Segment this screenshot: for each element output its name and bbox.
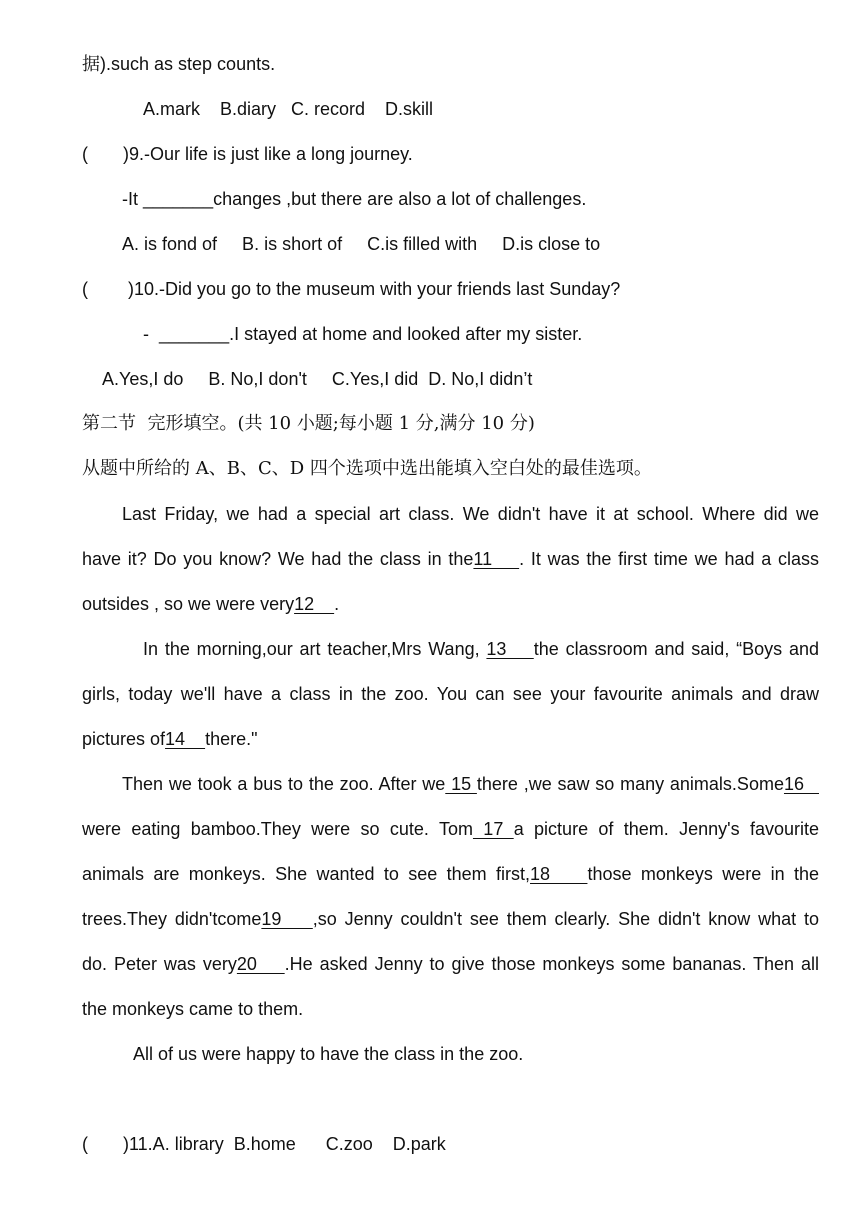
passage-p3-line2 <box>82 818 819 840</box>
blank-11: 11 <box>473 549 520 569</box>
passage-p3-line3 <box>82 863 819 885</box>
blank-19: 19 <box>261 909 313 929</box>
passage-p3-line6 <box>82 998 303 1020</box>
q11-answer-paren: ( ) <box>82 1134 129 1154</box>
passage-text: there." <box>205 729 258 749</box>
passage-text: ,so Jenny couldn't see them clearly. She didn't know what to <box>312 909 819 929</box>
blank-12: 12 <box>294 594 335 614</box>
q10-line2 <box>143 323 582 345</box>
blank-18: 18 <box>530 864 588 884</box>
q10-stem-text: 10.-Did you go to the museum with your friends last Sunday? <box>134 279 621 299</box>
passage-p1-line2 <box>82 548 819 570</box>
passage-p3-line1 <box>122 773 819 795</box>
q8-options <box>143 98 433 120</box>
q9-stem-text: 9.-Our life is just like a long journey. <box>129 144 413 164</box>
q11 <box>82 1133 446 1155</box>
passage-text: do. Peter was very <box>82 954 237 974</box>
q9-line2-pre: -It <box>122 189 143 209</box>
blank-17: 17 <box>472 819 514 839</box>
section-instruction <box>82 458 652 480</box>
q10-answer-paren: ( ) <box>82 279 134 299</box>
passage-text: . It was the first time we had a class <box>519 549 819 569</box>
q11-text: 11.A. library B.home C.zoo D.park <box>129 1134 446 1154</box>
q10-options <box>102 368 532 390</box>
passage-text: animals are monkeys. She wanted to see them first, <box>82 864 531 884</box>
passage-text: girls, today we'll have a class in the zoo. You can see your favourite animals and draw <box>82 684 819 704</box>
q9-line2 <box>122 188 586 210</box>
q10-line2-pre: - <box>143 324 159 344</box>
passage-p3-line5 <box>82 953 819 975</box>
passage-text: were eating bamboo.They were so cute. Tom <box>82 819 473 839</box>
passage-p3-line4 <box>82 908 819 930</box>
passage-p1-line3 <box>82 593 339 615</box>
q10-blank: _______ <box>159 324 230 344</box>
q9-stem <box>82 143 413 165</box>
passage-text: outsides , so we were very <box>82 594 295 614</box>
passage-text: those monkeys were in the <box>587 864 819 884</box>
passage-text: the classroom and said, “Boys and <box>533 639 820 659</box>
passage-text: In the morning,our art teacher,Mrs Wang, <box>143 639 487 659</box>
q9-line2-post: changes ,but there are also a lot of challenges. <box>213 189 587 209</box>
passage-p2-line3 <box>82 728 258 750</box>
passage-text: . <box>334 594 340 614</box>
blank-20: 20 <box>236 954 285 974</box>
q8-options-text: A.mark B.diary C. record D.skill <box>143 99 434 119</box>
passage-text: Last Friday, we had a special art class. We didn't have it at school. Where did we <box>122 504 819 524</box>
q9-options <box>122 233 600 255</box>
blank-16: 16 <box>783 774 819 794</box>
section-heading-text: 第二节 完形填空。(共 10 小题;每小题 1 分,满分 10 分) <box>82 413 535 434</box>
passage-text: All of us were happy to have the class in the zoo. <box>133 1044 524 1064</box>
q10-options-text: A.Yes,I do B. No,I don't C.Yes,I did D. No,I didn’t <box>102 369 533 389</box>
section-heading <box>82 413 535 435</box>
section-instruction-text: 从题中所给的 A、B、C、D 四个选项中选出能填入空白处的最佳选项。 <box>82 458 652 479</box>
passage-text: have it? Do you know? We had the class in the <box>82 549 474 569</box>
passage-text: the monkeys came to them. <box>82 999 304 1019</box>
blank-15: 15 <box>445 774 477 794</box>
passage-p4 <box>133 1043 523 1065</box>
q8-tail-text: 据).such as step counts. <box>82 54 276 74</box>
passage-text: Then we took a bus to the zoo. After we <box>122 774 446 794</box>
q10-stem <box>82 278 620 300</box>
passage-text: pictures of <box>82 729 166 749</box>
blank-14: 14 <box>165 729 206 749</box>
blank-13: 13 <box>486 639 534 659</box>
passage-p1-line1 <box>122 503 819 525</box>
q9-blank: _______ <box>143 189 214 209</box>
q10-line2-post: .I stayed at home and looked after my sister. <box>229 324 583 344</box>
passage-text: a picture of them. Jenny's favourite <box>513 819 820 839</box>
passage-text: trees.They didn'tcome <box>82 909 262 929</box>
passage-text: .He asked Jenny to give those monkeys some bananas. Then all <box>284 954 819 974</box>
q8-line-end <box>82 53 275 75</box>
q9-options-text: A. is fond of B. is short of C.is filled with D.is close to <box>122 234 601 254</box>
passage-text: there ,we saw so many animals.Some <box>476 774 784 794</box>
passage-p2-line1 <box>143 638 819 660</box>
passage-p2-line2 <box>82 683 819 705</box>
q9-answer-paren: ( ) <box>82 144 129 164</box>
